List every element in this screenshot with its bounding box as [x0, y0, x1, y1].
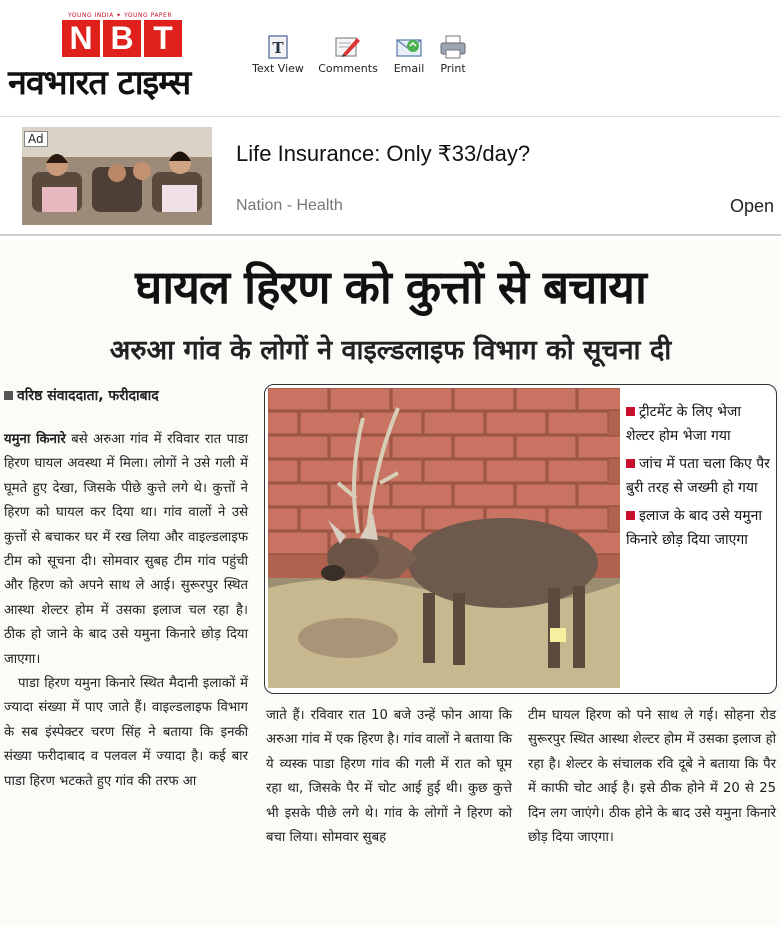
email-label: Email — [393, 62, 425, 75]
highlights-box — [626, 400, 771, 556]
ad-open-button[interactable]: Open — [730, 196, 775, 216]
highlight-item — [626, 400, 771, 448]
highlight-text: इलाज के बाद उसे यमुना किनारे छोड़ दिया जाएगा — [626, 508, 763, 548]
svg-text:T: T — [272, 39, 284, 57]
highlight-item — [626, 504, 771, 552]
logo-hindi-wordmark: नवभारत टाइम्स — [8, 63, 191, 103]
ad-badge: Ad — [24, 131, 48, 147]
paragraph-1 — [4, 428, 248, 672]
logo-letter-b: B — [103, 20, 141, 57]
ad-family-car-image — [22, 127, 212, 225]
print-button[interactable] — [418, 34, 488, 75]
article-headline: घायल हिरण को कुत्तों से बचाया — [135, 260, 646, 314]
byline-bullet-icon — [4, 391, 13, 400]
comments-button[interactable] — [313, 34, 383, 75]
paragraph-2: पाडा हिरण यमुना किनारे स्थित मैदानी इलाकों में ज्यादा संख्या में पाए जाते हैं। वाइल्डलाइफ विभाग के सब इंस्पेक्टर चरण सिंह ने बताया कि इनकी संख्या फरीदाबाद व पलवल में ज्यादा है। कई बार पाडा हिरण भटकते हुए गांव की तरफ आ — [4, 676, 248, 789]
ad-divider-top — [0, 116, 781, 117]
logo-letter-t: T — [144, 20, 182, 57]
highlight-bullet-icon — [626, 459, 635, 468]
text-view-label: Text View — [252, 62, 304, 75]
injured-deer-image — [268, 388, 620, 688]
highlight-text: जांच में पता चला किए पैर बुरी तरह से जख्मी हो गया — [626, 456, 770, 496]
highlight-bullet-icon — [626, 407, 635, 416]
article-byline — [4, 386, 159, 405]
paragraph-1-body: बसे अरुआ गांव में रविवार रात पाडा हिरण घायल अवस्था में मिला। लोगों ने उसे गली में घूमते हुए देखा, जिसके पीछे कुत्ते लगे थे। कुत्तों ने हिरण को घायल कर दिया था। गांव वालों ने उसे कुत्तों से बचाकर घर में रख लिया और वाइल्डलाइफ टीम को सूचना दी। सोमवार सुबह टीम गांव पहुंची और हिरण को अपने साथ ले आई। सुरूरपुर स्थित आस्था शेल्टर होम में उसका इलाज चल रहा है। ठीक हो जाने के बाद उसे यमुना किनारे छोड़ दिया जाएगा। — [4, 432, 248, 667]
text-view-button[interactable] — [243, 34, 313, 75]
print-icon — [438, 34, 468, 60]
logo-tagline: YOUNG INDIA ✦ YOUNG PAPER — [68, 12, 173, 19]
highlight-bullet-icon — [626, 511, 635, 520]
highlight-item — [626, 452, 771, 500]
print-label: Print — [440, 62, 466, 75]
text-view-icon — [266, 34, 290, 60]
ad-divider-bottom — [0, 234, 781, 236]
article-subheadline: अरुआ गांव के लोगों ने वाइल्डलाइफ विभाग को सूचना दी — [109, 335, 672, 366]
article-column-3 — [528, 704, 776, 850]
column-2-text: जाते हैं। रविवार रात 10 बजे उन्हें फोन आया कि अरुआ गांव में एक हिरण है। गांव वालों ने बताया कि ये व्यस्क पाडा हिरण गांव की गली में रात को घूम रहा था, जिसके पैर में चोट आई हुई थी। कुछ कुत्ते भी इसके पीछे लगे थे। गांव के लोगों ने हिरण को बचा लिया। सोमवार सुबह — [266, 708, 512, 846]
paragraph-lead: यमुना किनारे — [4, 432, 66, 447]
highlight-text: ट्रीटमेंट के लिए भेजा शेल्टर होम भेजा गया — [626, 404, 741, 444]
ad-source: Nation - Health — [236, 197, 343, 214]
article-column-1 — [4, 428, 248, 794]
deer-photo — [268, 388, 620, 688]
logo-letter-n: N — [62, 20, 100, 57]
column-3-text: टीम घायल हिरण को पने साथ ले गई। सोहना रोड सुरूरपुर स्थित आस्था शेल्टर होम में उसका इलाज हो रहा है। शेल्टर के संचालक रवि दूबे ने बताया कि पैर में काफी चोट आई है। इसे ठीक होने में 20 से 25 दिन लग जाएंगे। ठीक होने के बाद उसे यमुना किनारे छोड़ दिया जाएगा। — [528, 708, 776, 846]
comments-label: Comments — [318, 62, 378, 75]
article-column-2 — [266, 704, 512, 850]
nbt-logo[interactable] — [62, 20, 182, 57]
comments-icon — [333, 34, 363, 60]
ad-image[interactable] — [22, 127, 212, 225]
ad-title[interactable]: Life Insurance: Only ₹33/day? — [236, 141, 531, 166]
byline-text: वरिष्ठ संवाददाता, फरीदाबाद — [17, 388, 159, 404]
